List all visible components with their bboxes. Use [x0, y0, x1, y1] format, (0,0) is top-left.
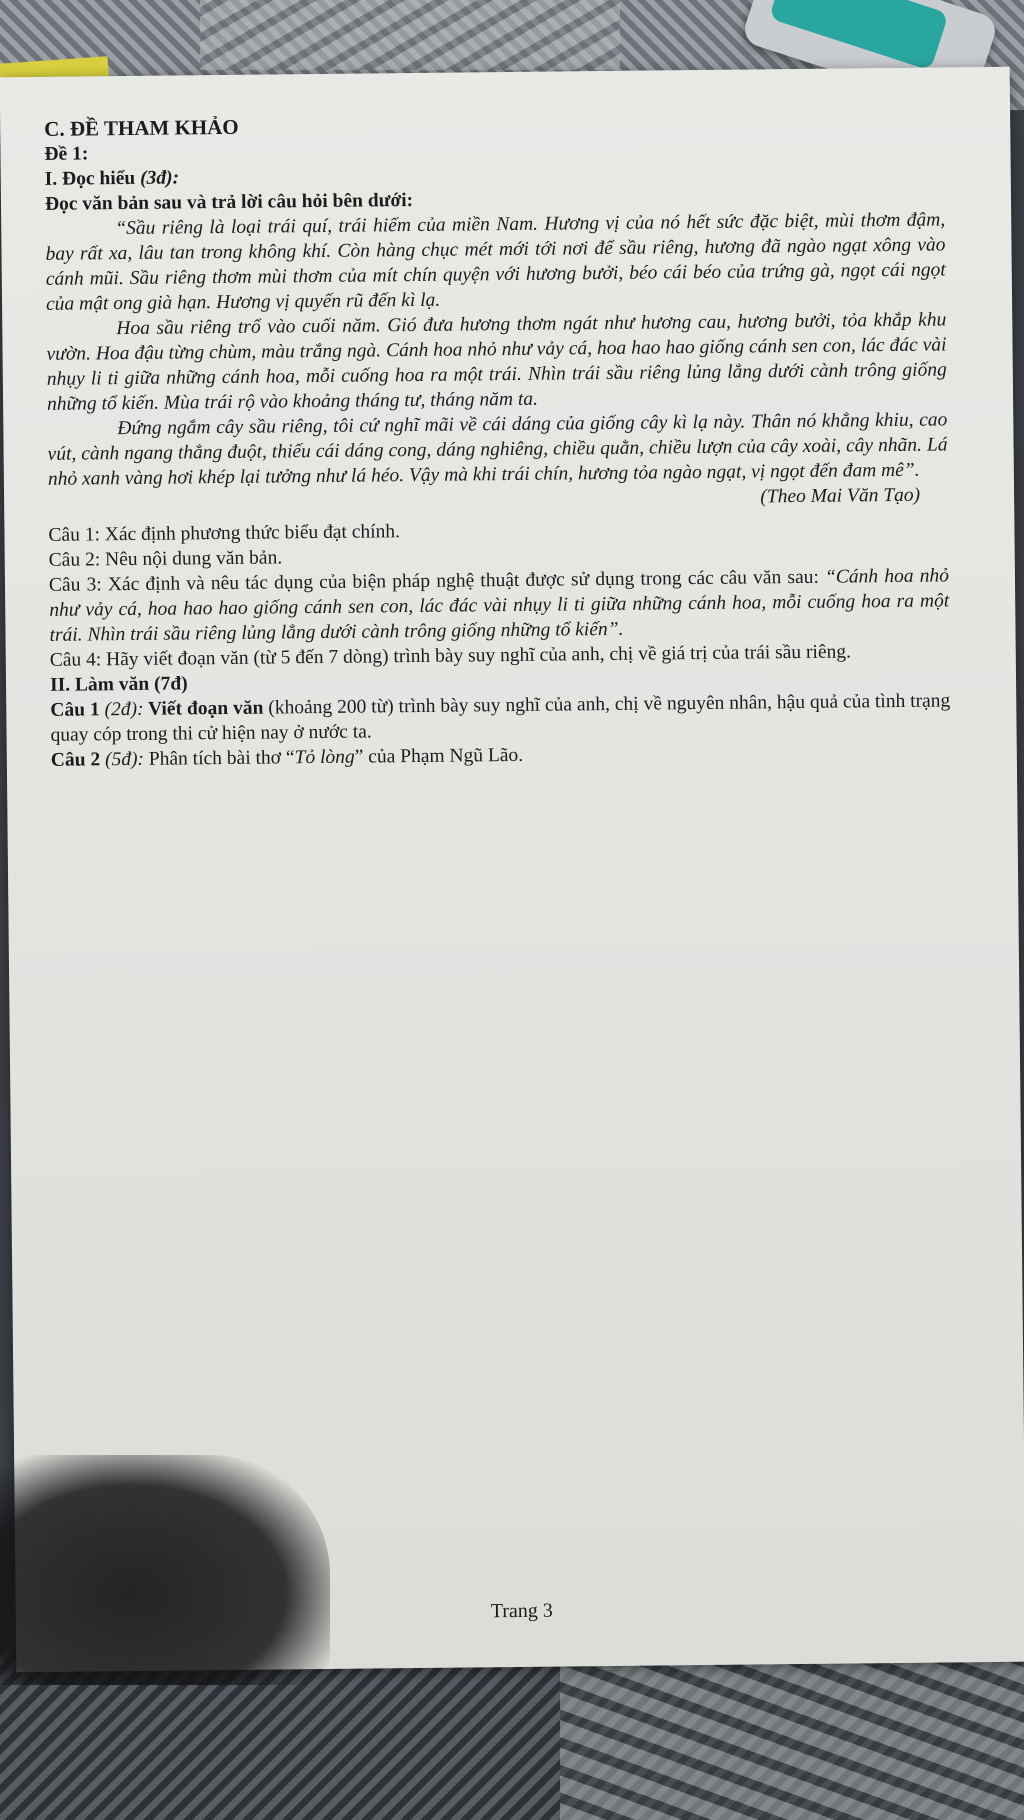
part1-heading-label: I. Đọc hiểu [44, 167, 136, 190]
section-title: C. ĐỀ THAM KHẢO [44, 114, 239, 141]
essay-q1-text: (khoảng 200 từ) trình bày suy nghĩ của anh, chị về nguyên nhân, hậu quả của tình trạng quay cóp trong thi cử hiện nay ở nước ta. [50, 690, 951, 746]
part2-heading: II. Làm văn (7đ) [49, 673, 188, 696]
essay-q2-points: (5đ): [104, 748, 145, 771]
question-1: Câu 1: Xác định phương thức biểu đạt chính. [48, 521, 401, 546]
passage-source: (Theo Mai Văn Tạo) [760, 484, 921, 508]
essay-q1-points: (2đ): [104, 698, 144, 721]
question-3 [49, 563, 950, 647]
essay-q1-label: Câu 1 [50, 699, 105, 721]
exam-paper [0, 67, 1024, 1672]
passage-paragraph-3: Đứng ngắm cây sầu riêng, tôi cứ nghĩ mãi về cái dáng của giống cây kì lạ này. Thân nó khẳng khiu, cao vút, cành ngang thẳng đuột, thiếu cái dáng cong, dáng nghiêng, chiều quằn, chiều lượn của cây xoài, cây nhãn. Lá nhỏ xanh vàng hơi khép lại tưởng như lá héo. Vậy mà khi trái chín, hương tỏa ngào ngạt, vị ngọt đến đam mê”. [47, 409, 948, 490]
question-2: Câu 2: Nêu nội dung văn bản. [48, 547, 283, 571]
essay-q2-text-after: ” của Phạm Ngũ Lão. [354, 744, 524, 768]
essay-q2-text-before: Phân tích bài thơ “ [143, 747, 295, 770]
passage-paragraph-1: “Sầu riêng là loại trái quí, trái hiếm của miền Nam. Hương vị của nó hết sức đặc biệt, mùi thơm đậm, bay rất xa, lâu tan trong không khí. Còn hàng chục mét mới tới nơi để sầu riêng, hương đã ngào ngạt xông vào cánh mũi. Sầu riêng thơm mùi thơm của mít chín quyện với hương bưởi, béo cái béo của trứng gà, ngọt cái ngọt của mật ong già hạn. Hương vị quyến rũ đến kì lạ. [45, 209, 946, 315]
question-3-intro: Câu 3: Xác định và nêu tác dụng của biện pháp nghệ thuật được sử dụng trong các câu văn sau: [48, 566, 826, 596]
passage-paragraph-2: Hoa sầu riêng trổ vào cuối năm. Gió đưa hương thơm ngát như hương cau, hương bưởi, tỏa khắp khu vườn. Hoa đậu từng chùm, màu trắng ngà. Cánh hoa nhỏ như vảy cá, hoa hao hao giống cánh sen con, lác đác vài nhụy li ti giữa những cánh hoa, mỗi cuống hoa ra một trái. Nhìn trái sầu riêng lủng lẳng dưới cành trông giống những tổ kiến. Mùa trái rộ vào khoảng tháng tư, tháng năm ta. [46, 309, 947, 415]
question-4: Câu 4: Hãy viết đoạn văn (từ 5 đến 7 dòng) trình bày suy nghĩ của anh, chị về giá trị của trái sầu riêng. [49, 641, 852, 671]
part1-instruction: Đọc văn bản sau và trả lời câu hỏi bên dưới: [44, 190, 414, 215]
hand-shadow [0, 1455, 330, 1685]
part1-points: (3đ): [139, 167, 180, 189]
essay-q1-bold: Viết đoạn văn [143, 697, 264, 720]
question-3-quote: “Cánh hoa nhỏ như vảy cá, hoa hao hao giống cánh sen con, lác đác vài nhụy li ti giữa những cánh hoa, mỗi cuống hoa ra một trái. Nhìn trái sầu riêng lủng lẳng dưới cành trông giống những tổ kiến”. [49, 565, 950, 646]
page-number: Trang 3 [490, 1599, 553, 1623]
paper-content [44, 107, 951, 772]
essay-q2-title: Tỏ lòng [294, 746, 355, 769]
essay-q2-label: Câu 2 [50, 749, 106, 771]
exam-title: Đề 1: [44, 143, 89, 165]
